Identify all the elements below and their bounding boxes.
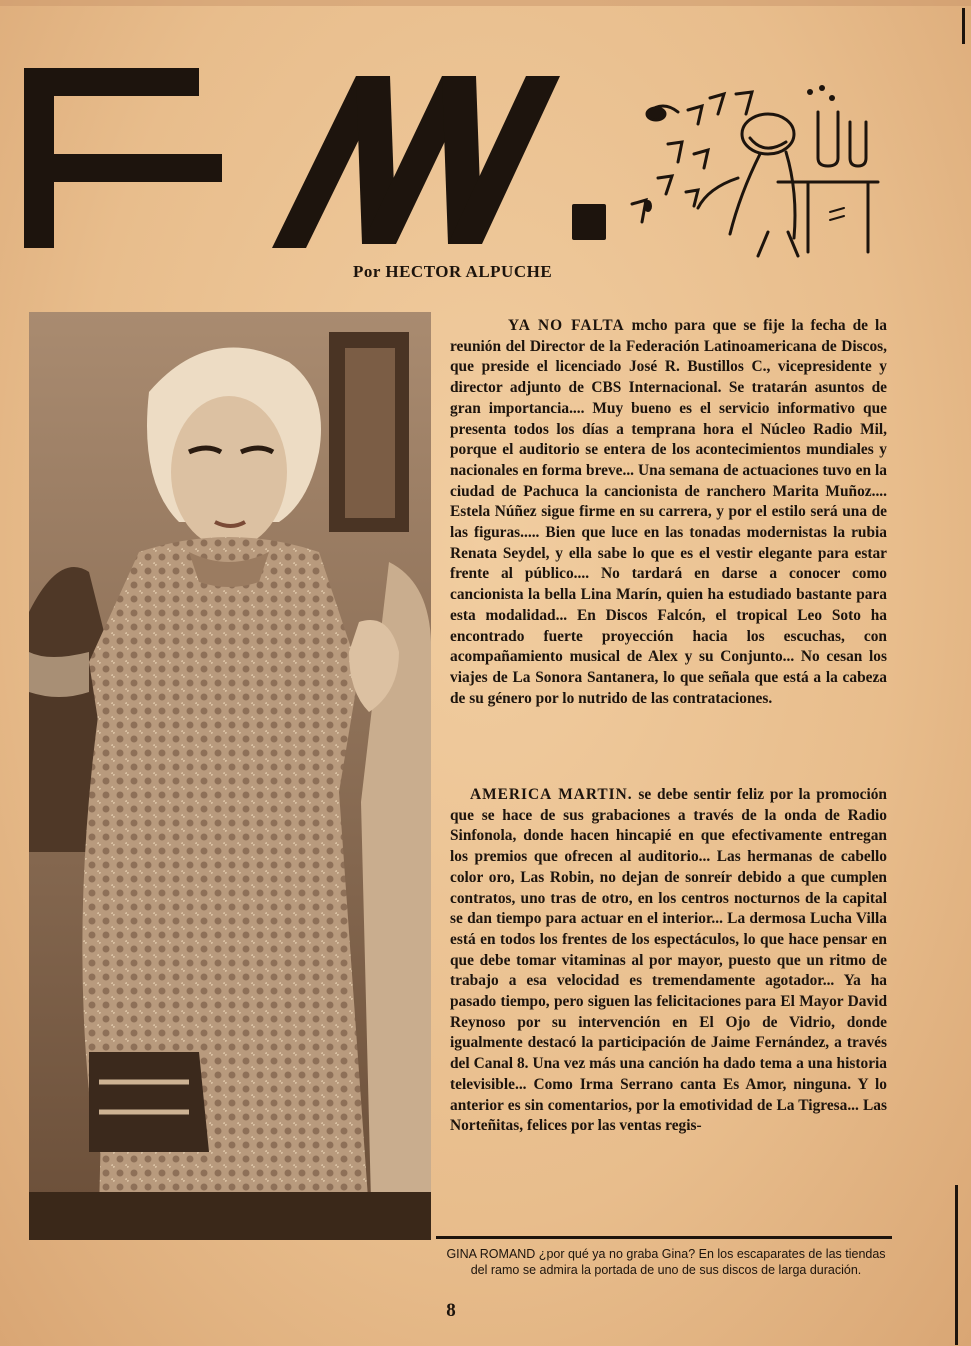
paragraph-2-lead: AMERICA MARTIN. xyxy=(470,786,633,803)
caption-rule xyxy=(436,1236,892,1239)
held-purse xyxy=(89,1052,209,1152)
article-paragraph-1 xyxy=(450,316,887,709)
logo-f-mid-bar xyxy=(24,154,222,182)
corner-rule xyxy=(962,8,965,44)
photo-caption: GINA ROMAND ¿por qué ya no graba Gina? En los escaparates de las tiendas del ramo se admira la portada de uno de sus discos de larga duración. xyxy=(446,1247,886,1277)
page-number: 8 xyxy=(446,1300,456,1321)
article-paragraph-2 xyxy=(450,785,887,1137)
paragraph-2-text: se debe sentir feliz por la promoción que se hace de sus grabaciones a través de la onda de Radio Sinfonola, donde hacen hincapié en que efectivamente entregan los premios que ofrecen al auditorio... Las hermanas de cabello color oro, Las Robin, no dejan de sonreír debido a que cumplen contratos, uno tras de otro, en los centros nocturnos de la capital se dan tiempo para actuar en el interior... La dermosa Lucha Villa está en todos los frentes de los espectáculos, lo que hace pensar en que debe tomar vitaminas al por mayor, puesto que un ritmo de trabajo a esa velocidad es tremendamente agotador... Ya ha pasado tiempo, pero siguen las felicitaciones para El Mayor David Reynoso por su intervención en El Ojo de Vidrio, donde igualmente destacó la participación de Jaime Fernández, a través del Canal 8. Una vez más una canción ha dado tema a una historia televisible... Como Irma Serrano canta Es Amor, ninguna. Y lo anterior es sin comentarios, por la emotividad de La Tigresa... Las Norteñitas, felices por las ventas regis- xyxy=(450,786,887,1135)
page-edge xyxy=(0,0,971,6)
side-rule xyxy=(955,1185,958,1345)
fm-logo xyxy=(24,68,620,254)
paragraph-1-lead: YA NO FALTA xyxy=(508,317,625,334)
logo-period xyxy=(572,204,606,240)
logo-f-top-bar xyxy=(24,68,199,96)
byline: Por HECTOR ALPUCHE xyxy=(353,262,553,281)
paragraph-1-text: mcho para que se fije la fecha de la reunión del Director de la Federación Latinoamericana de Discos, que preside el licenciado José R. Bustillos C., vicepresidente y director adjunto de CBS Internacional. Se tratarán asuntos de gran importancia.... Muy bueno es el servicio informativo que presenta todos los días a temprana hora el Núcleo Radio Mil, porque el auditorio se entera de los acontecimientos mundiales y nacionales en forma breve... Una semana de actuaciones tuvo en la ciudad de Pachuca la cancionista de ranchero Marita Muñoz.... Estela Núñez sigue firme en su carrera, y por el estilo será una de las figuras..... Bien que luce en las tonadas modernistas la rubia Renata Seydel, y ella sabe lo que es el vestir elegante para estar frente al público.... No tardará en darse a conocer como cancionista la bella Lina Marín, quien ha estudiado bastante para esta modalidad... En Discos Falcón, el tropical Leo Soto ha encontrado fuerte proyección hacia los escuchas, con acompañamiento musical de Alex y su Conjunto... No cesan los viajes de La Sonora Santanera, lo que señala que está a la cabeza de su género por lo nutrido de las contrataciones. xyxy=(450,317,887,707)
woman-in-lace-dress-photo xyxy=(29,312,431,1240)
musician-cartoon-icon xyxy=(618,82,894,258)
